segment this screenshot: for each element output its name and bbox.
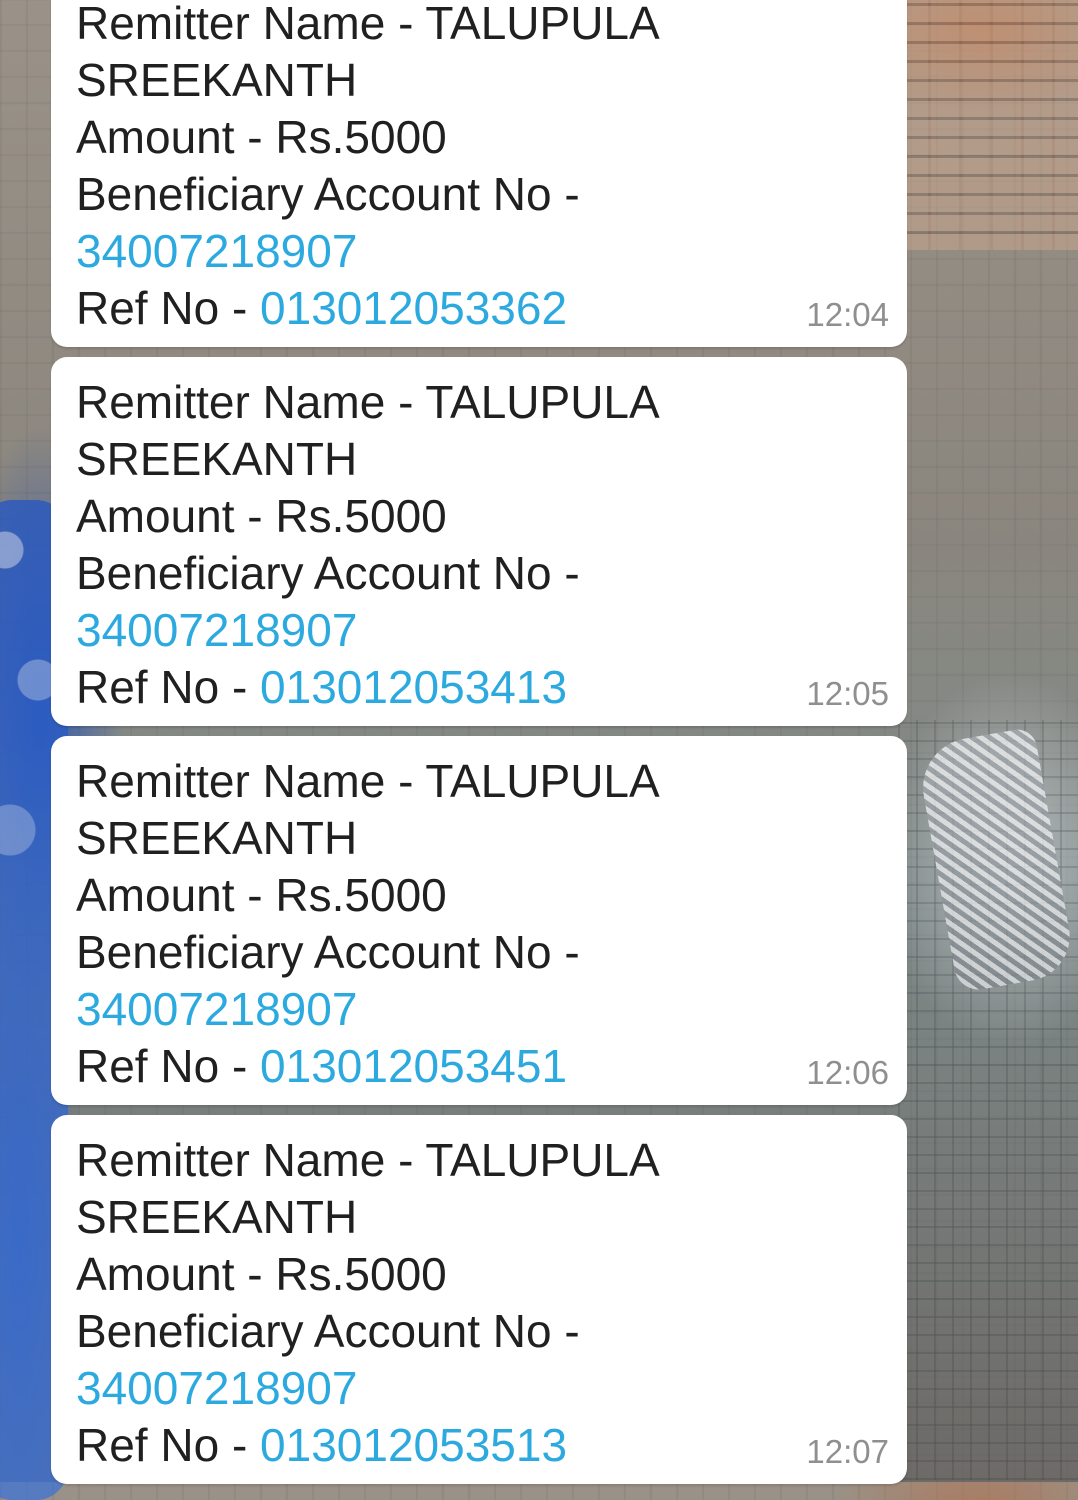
ref-line — [76, 280, 881, 337]
beneficiary-account-link[interactable]: 34007218907 — [76, 604, 358, 656]
amount-line — [76, 867, 881, 924]
remitter-last-name: SREEKANTH — [76, 812, 358, 864]
amount-label: Amount - — [76, 869, 263, 921]
ref-label: Ref No - — [76, 1419, 248, 1471]
ref-line — [76, 659, 881, 716]
beneficiary-account-link[interactable]: 34007218907 — [76, 983, 358, 1035]
ref-label: Ref No - — [76, 1040, 248, 1092]
remitter-label: Remitter Name - — [76, 0, 414, 49]
ref-label: Ref No - — [76, 282, 248, 334]
amount-label: Amount - — [76, 111, 263, 163]
beneficiary-label: Beneficiary Account No - — [76, 1305, 580, 1357]
message-bubble[interactable] — [51, 357, 907, 726]
ref-number-link[interactable]: 013012053513 — [260, 1419, 568, 1471]
beneficiary-account-link[interactable]: 34007218907 — [76, 1362, 358, 1414]
remitter-line — [76, 374, 881, 431]
beneficiary-account-link[interactable]: 34007218907 — [76, 225, 358, 277]
message-timestamp: 12:07 — [806, 1433, 889, 1470]
amount-value: Rs.5000 — [275, 490, 447, 542]
remitter-first-name: TALUPULA — [425, 1134, 660, 1186]
ref-label: Ref No - — [76, 661, 248, 713]
message-thread — [51, 0, 907, 1494]
remitter-label: Remitter Name - — [76, 376, 414, 428]
remitter-line — [76, 0, 881, 52]
amount-value: Rs.5000 — [275, 869, 447, 921]
ref-number-link[interactable]: 013012053362 — [260, 282, 568, 334]
ref-line — [76, 1038, 881, 1095]
ref-number-link[interactable]: 013012053451 — [260, 1040, 568, 1092]
amount-line — [76, 109, 881, 166]
amount-label: Amount - — [76, 490, 263, 542]
message-bubble[interactable] — [51, 736, 907, 1105]
amount-line — [76, 488, 881, 545]
remitter-last-name: SREEKANTH — [76, 433, 358, 485]
remitter-line — [76, 1132, 881, 1189]
remitter-line — [76, 753, 881, 810]
beneficiary-label: Beneficiary Account No - — [76, 547, 580, 599]
beneficiary-label: Beneficiary Account No - — [76, 168, 580, 220]
remitter-first-name: TALUPULA — [425, 755, 660, 807]
remitter-label: Remitter Name - — [76, 1134, 414, 1186]
remitter-first-name: TALUPULA — [425, 376, 660, 428]
ref-line — [76, 1417, 881, 1474]
amount-value: Rs.5000 — [275, 111, 447, 163]
amount-value: Rs.5000 — [275, 1248, 447, 1300]
message-bubble[interactable] — [51, 0, 907, 347]
message-timestamp: 12:04 — [806, 296, 889, 333]
message-bubble[interactable] — [51, 1115, 907, 1484]
remitter-first-name: TALUPULA — [425, 0, 660, 49]
wallpaper-wire-mesh — [898, 720, 1078, 1480]
remitter-last-name: SREEKANTH — [76, 54, 358, 106]
ref-number-link[interactable]: 013012053413 — [260, 661, 568, 713]
remitter-last-name: SREEKANTH — [76, 1191, 358, 1243]
message-timestamp: 12:06 — [806, 1054, 889, 1091]
wallpaper-checkered-cloth — [915, 726, 1077, 993]
message-timestamp: 12:05 — [806, 675, 889, 712]
beneficiary-label: Beneficiary Account No - — [76, 926, 580, 978]
amount-label: Amount - — [76, 1248, 263, 1300]
amount-line — [76, 1246, 881, 1303]
remitter-label: Remitter Name - — [76, 755, 414, 807]
wallpaper-brick-area — [900, 0, 1078, 250]
